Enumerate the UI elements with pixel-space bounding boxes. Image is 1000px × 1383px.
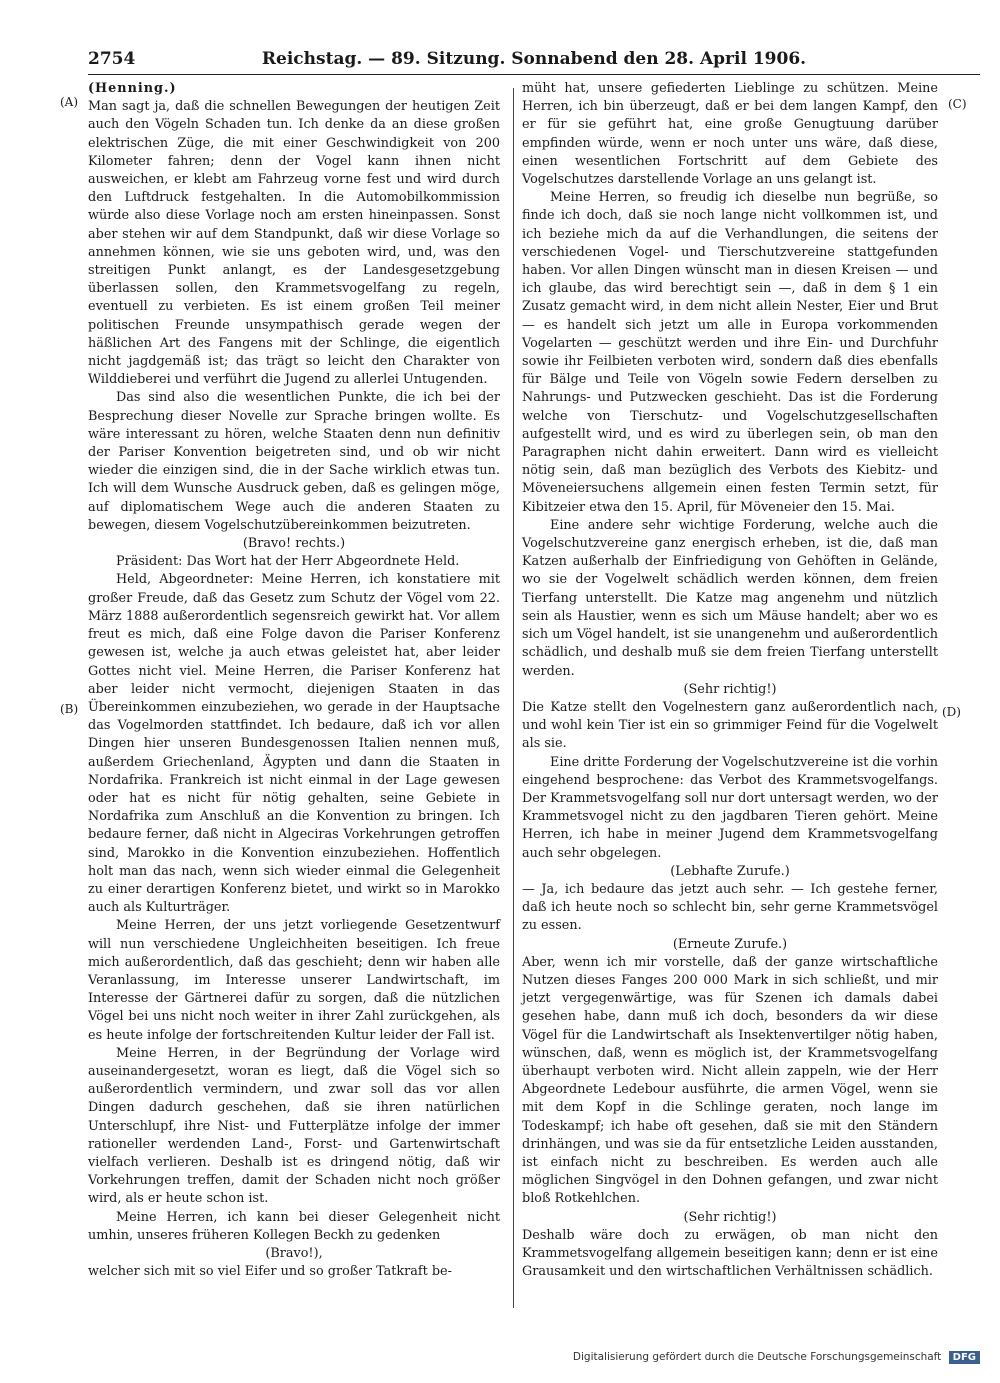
margin-mark-a: (A) (60, 95, 79, 109)
right-column-paragraph: Deshalb wäre doch zu erwägen, ob man nicht den Krammetsvogelfang allgemein beseitigen kann; denn er ist eine Grausamkeit und den wirtschaftlichen Verhältnissen schädlich. (522, 1227, 938, 1280)
column-divider (513, 88, 514, 1308)
left-column-paragraph: (Bravo!), (265, 1246, 323, 1261)
right-column-paragraph: (Lebhafte Zurufe.) (670, 863, 790, 879)
left-column-paragraph: welcher sich mit so viel Eifer und so großer Tatkraft be- (88, 1264, 452, 1280)
right-column-paragraph: Eine andere sehr wichtige Forderung, welche auch die Vogelschutzvereine ganz energisch erheben, ist die, daß man Katzen außerhalb der Einfriedigung von Gehöften in Gelände, wo sie der Vogelwelt schädlich werden können, dem freien Tierfang unterstellt. Die Katze mag angenehm und nützlich sein als Haustier, wenn es sich um Mäuse handelt; aber wo es sich um Vögel handelt, ist sie unangenehm und außerordentlich schädlich, und deshalb muß sie dem freien Tierfang unterstellt werden. (522, 517, 938, 679)
footer-text: Digitalisierung gefördert durch die Deutsche Forschungsgemeinschaft (572, 1351, 942, 1363)
right-column-paragraph: — Ja, ich bedaure das jetzt auch sehr. — Ich gestehe ferner, daß ich heute noch so schlecht bin, sehr gerne Krammetsvögel zu essen. (522, 881, 938, 934)
margin-mark-b: (B) (60, 702, 79, 716)
page-number: 2754 (88, 49, 136, 69)
left-column-paragraph: Meine Herren, der uns jetzt vorliegende Gesetzentwurf will nun verschiedene Ungleichheiten beseitigen. Ich freue mich außerordentlich, daß das geschieht; denn wir haben alle Veranlassung, im Interesse unserer Landwirtschaft, im Interesse der Gärtnerei dafür zu sorgen, daß die nützlichen Vögel bei uns nicht noch weiter in ihrer Zahl zurückgehen, als es heute infolge der fortschreitenden Kultur leider der Fall ist. (88, 918, 500, 1043)
left-column-paragraph: Präsident: Das Wort hat der Herr Abgeordnete Held. (116, 554, 460, 570)
right-column-paragraph: Eine dritte Forderung der Vogelschutzvereine ist die vorhin eingehend besprochene: das Verbot des Krammetsvogelfangs. Der Krammetsvogelfang soll nur dort untersagt werden, wo der Krammetsvogel nicht zu den jagdbaren Tieren gehört. Meine Herren, ich habe in meiner Jugend dem Krammetsvogelfang auch sehr obgelegen. (522, 754, 938, 861)
right-column-paragraph: Die Katze stellt den Vogelnestern ganz außerordentlich nach, und wohl kein Tier ist ein so grimmiger Feind für die Vogelwelt als sie. (522, 699, 938, 752)
margin-mark-d: (D) (942, 705, 961, 719)
left-column-paragraph: (Henning.) (88, 81, 177, 96)
left-column-paragraph: Man sagt ja, daß die schnellen Bewegungen der heutigen Zeit auch den Vögeln Schaden tun. Ich denke da an diese großen elektrischen Züge, die mit einer Geschwindigkeit von 200 Kilometer fahren; denn der Vogel kann ihnen nicht ausweichen, er klebt am Fahrzeug vorne fest und wird durch den Luftdruck festgehalten. In die Automobilkommission würde also diese Vorlage noch am ersten hineinpassen. Sonst aber stehen wir auf dem Standpunkt, daß wir diese Vorlage so annehmen können, wie sie uns geboten wird, und, was den streitigen Punkt anlangt, es der Landesgesetzgebung überlassen sollen, den Krammetsvogelfang zu regeln, eventuell zu verbieten. Es ist einem großen Teil meiner politischen Freunde unsympathisch gerade wegen der häßlichen Art des Fangens mit der Schlinge, die eigentlich nicht jagdgemäß ist; das trägt so leicht den Charakter von Wilddieberei und verführt die Jugend zu allerlei Untugenden. (88, 99, 500, 388)
left-column-paragraph: (Bravo! rechts.) (242, 536, 346, 552)
right-text-column (522, 80, 938, 1281)
footer-credit (573, 1351, 980, 1364)
left-column-paragraph: Held, Abgeordneter: Meine Herren, ich konstatiere mit großer Freude, daß das Gesetz zum Schutz der Vögel vom 22. März 1888 außerordentlich segensreich gewirkt hat. Vor allem freut es mich, daß eine Folge davon die Pariser Konferenz gewesen ist, welche ja auch etwas geleistet hat, aber leider Gottes nicht viel. Meine Herren, die Pariser Konferenz hat aber leider nicht vermocht, diejenigen Staaten in das Übereinkommen einzubeziehen, wo gerade in der Hauptsache das Vogelmorden stattfindet. Ich bedaure, daß ich vor allen Dingen hier unseren Bundesgenossen Italien nennen muß, außerdem Griechenland, Ägypten und dann die Staaten in Nordafrika. Frankreich ist nicht einmal in der Lage gewesen oder hat es nicht für nötig gehalten, seine Gebiete in Nordafrika zum Anschluß an die Konvention zu bringen. Ich bedaure ferner, daß nicht in Algeciras Vorkehrungen getroffen sind, Marokko in die Konvention einzubeziehen. Hoffentlich holt man das nach, wenn sich wieder einmal die Gelegenheit zu einer derartigen Konferenz bietet, und wirkt so in Marokko auch als Kulturträger. (88, 572, 500, 916)
left-column-paragraph: Das sind also die wesentlichen Punkte, die ich bei der Besprechung dieser Novelle zur Sprache bringen wollte. Es wäre interessant zu hören, welche Staaten denn nun definitiv der Pariser Konvention beigetreten sind, und ob wir nicht wieder die einzigen sind, die in der Sache wirklich etwas tun. Ich will dem Wunsche Ausdruck geben, daß es gelingen möge, auf diplomatischem Wege auch die anderen Staaten zu bewegen, diesem Vogelschutzübereinkommen beizutreten. (88, 390, 500, 533)
right-column-paragraph: Aber, wenn ich mir vorstelle, daß der ganze wirtschaftliche Nutzen dieses Fanges 200 000 Mark in sich schließt, und mir jetzt vergegenwärtige, was für Szenen ich damals dabei gesehen habe, dann muß ich doch, besonders da wir diese Vögel für die Landwirtschaft als Insektenvertilger nötig haben, wünschen, daß, wenn es möglich ist, der Krammetsvogelfang überhaupt verboten wird. Nicht allein zappeln, wie der Herr Abgeordnete Ledebour ausführte, die armen Vögel, wenn sie mit dem Kopf in die Schlinge geraten, noch lange im Todeskampf; ich habe oft gesehen, daß sie mit den Ständern drinhängen, und was sie da für entsetzliche Leiden ausstanden, ist einfach nicht zu beschreiben. Es werden auch alle möglichen Singvögel in den Dohnen gefangen, und zwar nicht bloß Rotkehlchen. (522, 954, 938, 1207)
right-column-paragraph: (Sehr richtig!) (683, 1209, 777, 1225)
left-text-column (88, 80, 500, 1281)
left-column-paragraph: Meine Herren, ich kann bei dieser Gelegenheit nicht umhin, unseres früheren Kollegen Beckh zu gedenken (88, 1209, 500, 1243)
dfg-logo: DFG (949, 1351, 980, 1364)
right-column-paragraph: (Sehr richtig!) (683, 681, 777, 697)
running-title: Reichstag. — 89. Sitzung. Sonnabend den 28. April 1906. (261, 49, 807, 69)
right-column-paragraph: (Erneute Zurufe.) (672, 936, 788, 952)
right-column-paragraph: Meine Herren, so freudig ich dieselbe nun begrüße, so finde ich doch, daß sie noch lange nicht vollkommen ist, und ich beziehe mich da auf die Verhandlungen, die seitens der verschiedenen Vogel- und Tierschutzvereine stattgefunden haben. Vor allen Dingen wünscht man in diesen Kreisen — und ich glaube, das wird berechtigt sein —, daß in dem § 1 ein Zusatz gemacht wird, in dem nicht allein Nester, Eier und Brut — es handelt sich jetzt um alle in Europa vorkommenden Vogelarten — geschützt werden und ihre Ein- und Durchfuhr sowie ihr Feilbieten verboten wird, sondern daß dies ebenfalls für Bälge und Teile von Vögeln sowie Federn derselben zu Nahrungs- und Putzwecken geschieht. Das ist die Forderung welche von Tierschutz- und Vogelschutzgesellschaften aufgestellt wird, und es wird zu überlegen sein, ob man den Paragraphen nicht dahin erweitert. Dann wird es vielleicht nötig sein, daß man bezüglich des Verbots des Kiebitz- und Möveneiersuchens allgemein einen festen Termin setzt, für Kibitzeier etwa den 15. April, für Möveneier den 15. Mai. (522, 190, 938, 515)
margin-mark-c: (C) (948, 97, 967, 111)
left-column-paragraph: Meine Herren, in der Begründung der Vorlage wird auseinandergesetzt, woran es liegt, daß die Vögel sich so außerordentlich vermindern, und zwar soll das vor allen Dingen dadurch geschehen, daß sie ihren natürlichen Unterschlupf, ihre Nist- und Futterplätze infolge der immer rationeller werdenden Land-, Forst- und Gartenwirtschaft vielfach verlieren. Deshalb ist es dringend nötig, daß wir Vorkehrungen treffen, damit der Schaden nicht noch größer wird, als er heute schon ist. (88, 1045, 500, 1207)
page-header (88, 46, 980, 75)
right-column-paragraph: müht hat, unsere gefiederten Lieblinge zu schützen. Meine Herren, ich bin überzeugt, daß er bei dem langen Kampf, den er für sie geführt hat, eine große Genugtuung darüber empfinden würde, wenn er noch unter uns wäre, daß diese, einen wesentlichen Fortschritt auf dem Gebiete des Vogelschutzes darstellende Vorlage an uns gelangt ist. (522, 81, 938, 188)
